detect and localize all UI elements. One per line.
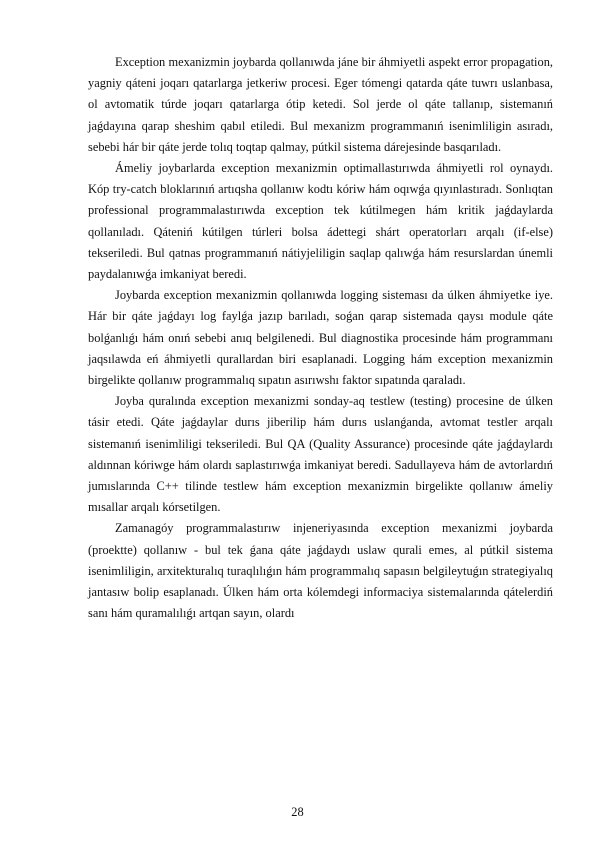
paragraph-optimization: Ámeliy joybarlarda exception mexanizmin optimallastırıwda áhmiyetli rol oynaydı. Kóp try-catch bloklarınıń artıqsha qollanıw kodtı kóriw hám oqıwǵa qıyınlastıradı. Sonlıqtan professional programmalastırıwda exception tek kútilmegen hám kritik jaǵdaylarda qollanıladı. Qáteniń kútilgen túrleri bolsa ádettegi shárt operatorları arqalı (if-else) tekseriledi. Bul qatnas programmanıń nátiyjeliligin saqlap qalıwǵa hám resurslardan únemli paydalanıwǵa imkaniyat beredi. (88, 161, 553, 282)
paragraph-testing: Joyba quralında exception mexanizmi sonday-aq testlew (testing) procesine de úlken tásir etedi. Qáte jaǵdaylar durıs jiberilip hám durıs uslanǵanda, avtomat testler arqalı sistemanıń isenimliligi tekseriledi. Bul QA (Quality Assurance) procesinde qáte jaǵdaylardı aldınnan kóriwge hám olardı saplastırıwǵa imkaniyat beredi. Sadullayeva hám de avtorlardıń jumıslarında C++ tilinde testlew hám exception mexanizmin birgelikte qollanıw ámeliy mısallar arqalı kórsetilgen. (88, 394, 553, 515)
page-number: 28 (291, 805, 304, 819)
paragraph-logging: Joybarda exception mexanizmin qollanıwda logging sisteması da úlken áhmiyetke iye. Hár bir qáte jaǵdayı log faylǵa jazıp barıladı, soǵan qarap sistemada qaysı module qáte bolǵanlıǵı hám onıń sebebi anıq belgilenedi. Bul diagnostika procesinde hám programmanı jaqsılawda eń áhmiyetli qurallardan biri esaplanadi. Logging hám exception mexanizmin birgelikte qollanıw programmalıq sıpatın asırıwshı faktor sıpatında qaraladı. (88, 288, 553, 388)
paragraph-error-propagation: Exception mexanizmin joybarda qollanıwda jáne bir áhmiyetli aspekt error propagation, yagniy qáteni joqarı qatarlarga jetkeriw procesi. Eger tómengi qatarda qáte tuwrı uslanbasa, ol avtomatik túrde joqarı qatarlarga ótip ketedi. Sol jerde ol qáte tallanıp, sistemanıń jaǵdayına qarap sheshim qabıl etiledi. Bul mexanizm programmanıń isenimliligin asıradı, sebebi hár bir qáte jerde tolıq toqtap qalmay, pútkil sistema dárejesinde basqarıladı. (88, 55, 553, 154)
document-page (88, 52, 553, 624)
paragraph-modern-engineering: Zamanagóy programmalastırıw injeneriyasında exception mexanizmi joybarda (proektte) qollanıw - bul tek ǵana qáte jaǵdaydı uslaw qurali emes, al pútkil sistema isenimliligin, arxitekturalıq turaqlılıǵın hám programmalıq sapasın belgileytuǵın strategiyalıq jantasıw bolip esaplanadı. Úlken hám orta kólemdegi informaciya sistemalarında qátelerdiń sanı hám quramalılıǵı artqan sayın, olardı (88, 521, 553, 621)
